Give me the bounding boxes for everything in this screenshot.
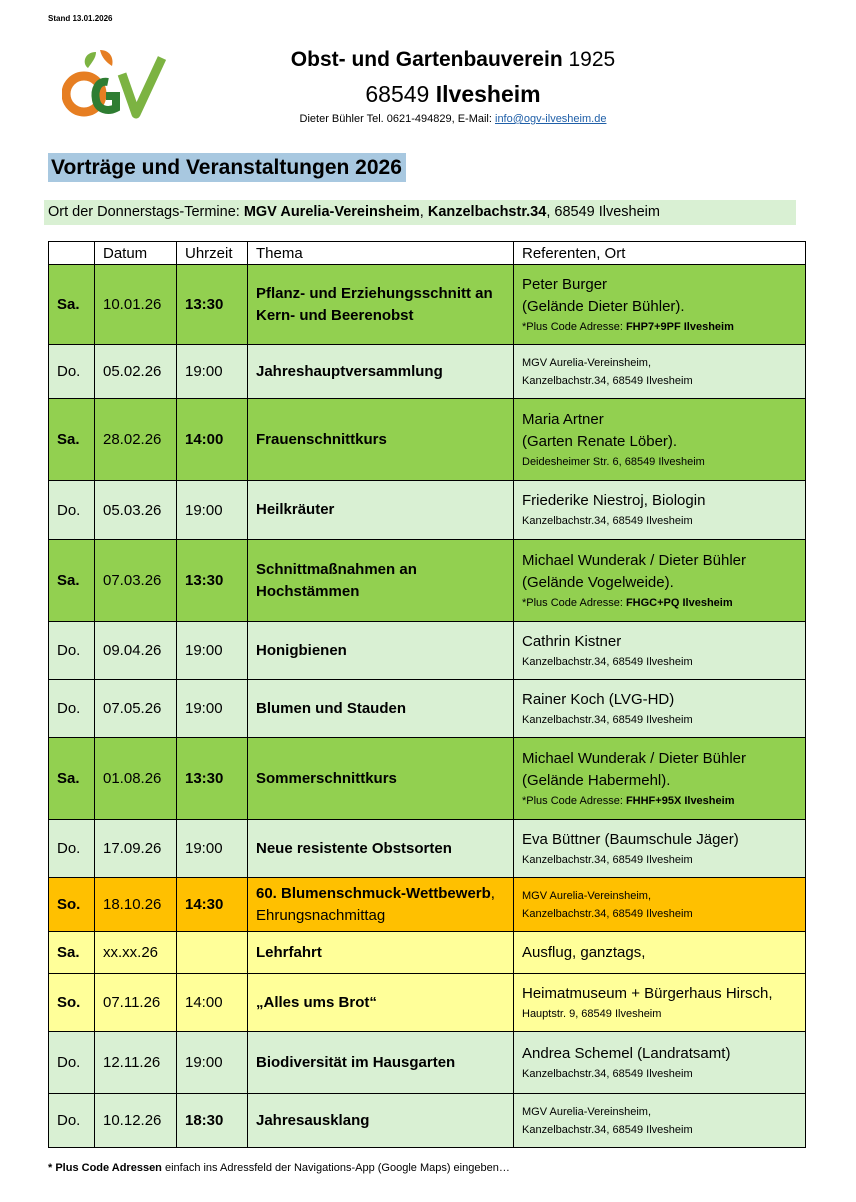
cell-date: 12.11.26 — [95, 1032, 177, 1094]
cell-time: 14:00 — [177, 974, 248, 1032]
cell-topic: Heilkräuter — [248, 481, 514, 540]
cell-topic: Neue resistente Obstsorten — [248, 820, 514, 878]
ogv-logo — [62, 48, 172, 122]
cell-topic: Schnittmaßnahmen an Hochstämmen — [248, 540, 514, 622]
cell-day: Sa. — [49, 932, 95, 974]
cell-speaker: Andrea Schemel (Landratsamt) Kanzelbachstr.34, 68549 Ilvesheim — [514, 1032, 806, 1094]
cell-day: So. — [49, 878, 95, 932]
cell-day: Sa. — [49, 399, 95, 481]
cell-speaker: MGV Aurelia-Vereinsheim, Kanzelbachstr.34, 68549 Ilvesheim — [514, 1094, 806, 1148]
cell-topic: Biodiversität im Hausgarten — [248, 1032, 514, 1094]
cell-time — [177, 932, 248, 974]
cell-date: 09.04.26 — [95, 622, 177, 680]
cell-speaker: Eva Büttner (Baumschule Jäger) Kanzelbachstr.34, 68549 Ilvesheim — [514, 820, 806, 878]
cell-date: 10.01.26 — [95, 265, 177, 345]
cell-date: 05.03.26 — [95, 481, 177, 540]
cell-day: Do. — [49, 680, 95, 738]
cell-time: 13:30 — [177, 265, 248, 345]
cell-day: Sa. — [49, 540, 95, 622]
cell-topic: Pflanz- und Erziehungsschnitt an Kern- und Beerenobst — [248, 265, 514, 345]
cell-day: Do. — [49, 345, 95, 399]
cell-topic: „Alles ums Brot“ — [248, 974, 514, 1032]
cell-day: Do. — [49, 622, 95, 680]
table-row — [49, 265, 806, 345]
cell-topic: Blumen und Stauden — [248, 680, 514, 738]
cell-day: Do. — [49, 820, 95, 878]
schedule-table — [48, 241, 806, 1148]
cell-speaker: Friederike Niestroj, Biologin Kanzelbachstr.34, 68549 Ilvesheim — [514, 481, 806, 540]
col-header-topic: Thema — [248, 242, 514, 265]
cell-time: 19:00 — [177, 1032, 248, 1094]
footnote: * Plus Code Adressen einfach ins Adressfeld der Navigations-App (Google Maps) eingeben… — [48, 1162, 510, 1174]
table-row — [49, 345, 806, 399]
col-header-date: Datum — [95, 242, 177, 265]
cell-time: 19:00 — [177, 820, 248, 878]
cell-speaker: Heimatmuseum + Bürgerhaus Hirsch, Hauptstr. 9, 68549 Ilvesheim — [514, 974, 806, 1032]
table-row — [49, 399, 806, 481]
location-note: Ort der Donnerstags-Termine: MGV Aurelia-Vereinsheim, Kanzelbachstr.34, 68549 Ilvesheim — [44, 200, 796, 225]
cell-time: 19:00 — [177, 680, 248, 738]
cell-speaker: Ausflug, ganztags, — [514, 932, 806, 974]
org-city: 68549 Ilvesheim — [365, 81, 541, 107]
cell-speaker: Michael Wunderak / Dieter Bühler (Gelände Habermehl). *Plus Code Adresse: FHHF+95X Ilvesheim — [514, 738, 806, 820]
cell-topic: Sommerschnittkurs — [248, 738, 514, 820]
cell-time: 19:00 — [177, 345, 248, 399]
table-row — [49, 932, 806, 974]
table-header-row — [49, 242, 806, 265]
cell-time: 18:30 — [177, 1094, 248, 1148]
cell-date: 07.11.26 — [95, 974, 177, 1032]
table-row — [49, 820, 806, 878]
cell-speaker: Maria Artner (Garten Renate Löber). Deidesheimer Str. 6, 68549 Ilvesheim — [514, 399, 806, 481]
cell-time: 13:30 — [177, 738, 248, 820]
org-name: Obst- und Gartenbauverein 1925 — [290, 48, 616, 71]
cell-day: Do. — [49, 1094, 95, 1148]
cell-date: 01.08.26 — [95, 738, 177, 820]
cell-topic: Honigbienen — [248, 622, 514, 680]
table-row — [49, 680, 806, 738]
cell-time: 14:30 — [177, 878, 248, 932]
cell-date: 28.02.26 — [95, 399, 177, 481]
cell-date: 18.10.26 — [95, 878, 177, 932]
col-header-day — [49, 242, 95, 265]
cell-speaker: Cathrin Kistner Kanzelbachstr.34, 68549 Ilvesheim — [514, 622, 806, 680]
table-row — [49, 1032, 806, 1094]
cell-day: Do. — [49, 1032, 95, 1094]
cell-topic: Jahreshauptversammlung — [248, 345, 514, 399]
col-header-speaker: Referenten, Ort — [514, 242, 806, 265]
cell-time: 13:30 — [177, 540, 248, 622]
email-link[interactable]: info@ogv-ilvesheim.de — [495, 113, 607, 125]
cell-time: 19:00 — [177, 481, 248, 540]
page-title: Vorträge und Veranstaltungen 2026 — [48, 153, 406, 182]
table-row — [49, 974, 806, 1032]
cell-topic: Jahresausklang — [248, 1094, 514, 1148]
cell-topic: 60. Blumenschmuck-Wettbewerb, Ehrungsnachmittag — [248, 878, 514, 932]
contact-line: Dieter Bühler Tel. 0621-494829, E-Mail: info@ogv-ilvesheim.de — [299, 113, 607, 125]
cell-date: 07.05.26 — [95, 680, 177, 738]
cell-date: 05.02.26 — [95, 345, 177, 399]
table-row — [49, 738, 806, 820]
cell-speaker: MGV Aurelia-Vereinsheim, Kanzelbachstr.34, 68549 Ilvesheim — [514, 345, 806, 399]
cell-date: 07.03.26 — [95, 540, 177, 622]
cell-day: Do. — [49, 481, 95, 540]
table-row — [49, 481, 806, 540]
cell-speaker: Peter Burger (Gelände Dieter Bühler). *Plus Code Adresse: FHP7+9PF Ilvesheim — [514, 265, 806, 345]
cell-date: xx.xx.26 — [95, 932, 177, 974]
cell-speaker: MGV Aurelia-Vereinsheim, Kanzelbachstr.34, 68549 Ilvesheim — [514, 878, 806, 932]
stand-date: Stand 13.01.2026 — [48, 14, 113, 23]
cell-topic: Lehrfahrt — [248, 932, 514, 974]
table-row — [49, 878, 806, 932]
cell-date: 10.12.26 — [95, 1094, 177, 1148]
cell-day: Sa. — [49, 738, 95, 820]
cell-speaker: Rainer Koch (LVG-HD) Kanzelbachstr.34, 68549 Ilvesheim — [514, 680, 806, 738]
table-row — [49, 622, 806, 680]
table-row — [49, 540, 806, 622]
col-header-time: Uhrzeit — [177, 242, 248, 265]
cell-topic: Frauenschnittkurs — [248, 399, 514, 481]
cell-time: 19:00 — [177, 622, 248, 680]
table-row — [49, 1094, 806, 1148]
cell-day: So. — [49, 974, 95, 1032]
cell-day: Sa. — [49, 265, 95, 345]
cell-date: 17.09.26 — [95, 820, 177, 878]
cell-speaker: Michael Wunderak / Dieter Bühler (Gelände Vogelweide). *Plus Code Adresse: FHGC+PQ Ilvesheim — [514, 540, 806, 622]
cell-time: 14:00 — [177, 399, 248, 481]
